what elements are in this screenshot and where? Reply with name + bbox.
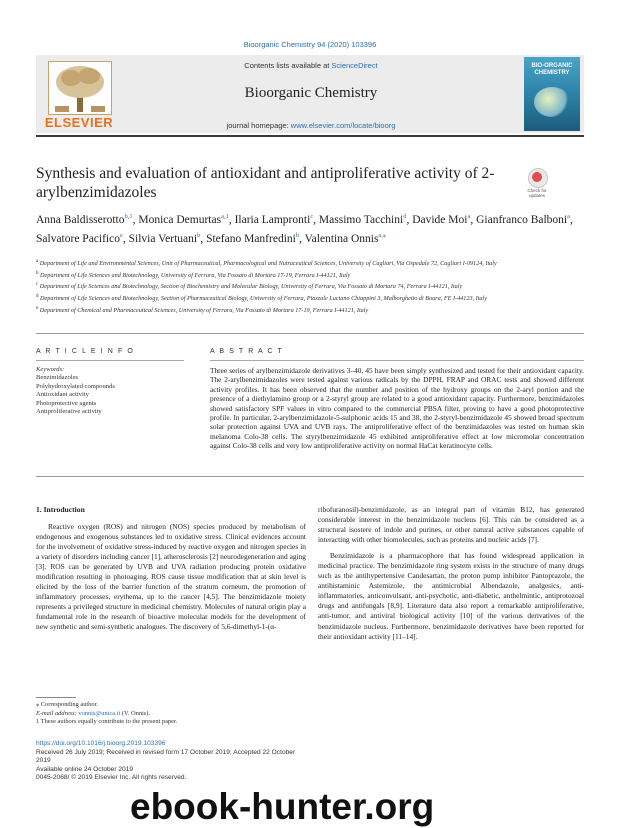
received-dates: Received 26 July 2019; Received in revised form 17 October 2019; Accepted 22 October 2019 xyxy=(36,748,296,765)
keyword-item: Antiproliferative activity xyxy=(36,408,102,416)
journal-title: Bioorganic Chemistry xyxy=(244,85,378,101)
author-affiliation-marker[interactable]: a,1 xyxy=(221,213,229,220)
article-footer xyxy=(36,740,306,783)
watermark: ebook-hunter.org xyxy=(130,786,435,827)
footnote-divider xyxy=(36,697,76,698)
keyword-item: Polyhydroxylated compounds xyxy=(36,382,115,390)
elsevier-tree-icon xyxy=(48,61,112,115)
check-updates-mark-icon xyxy=(532,172,542,182)
footnotes xyxy=(36,701,306,727)
author-affiliation-marker[interactable]: c xyxy=(310,213,314,220)
contents-prefix: Contents lists available at xyxy=(244,61,332,70)
keywords-list xyxy=(36,374,186,416)
journal-citation-link[interactable]: Bioorganic Chemistry 94 (2020) 103396 xyxy=(243,40,377,49)
section-divider xyxy=(36,476,584,477)
affiliation-text: Department of Life Sciences and Biotechnology, University of Ferrara, Via Fossato di Mortara 17-19, Ferrara I-44121, Italy xyxy=(38,271,351,279)
affiliation-marker: c xyxy=(36,282,39,288)
doi-link[interactable]: https://doi.org/10.1016/j.bioorg.2019.103396 xyxy=(36,740,166,747)
contents-line xyxy=(156,61,466,70)
author-name[interactable]: Anna Baldisserotto xyxy=(36,213,125,226)
abstract-text: Three series of arylbenzimidazole derivatives 3–40, 45 have been simply synthesized and tested for their antioxidant capacity. The 2-arylbenzimidazoles were tested against various radicals by the DPPH, FRAP and ORAC tests and showed different activity profiles. It has been observed that the number and position of the hydroxy groups on the 2-aryl portion and the presence of a diethylamino group or a 2-styryl group are related to a good antioxidant capacity. Furthermore, benzimidazoles showed satisfactory SPF values in vitro compared to the commercial PBSA filter, proving to have a good photoprotective profile. In particular, 2-arylbenzimidazole-5-sulphonic acids 15 and 38, the 2-styryl-benzimidazole 45 showed broad spectrum solar protection against UVA and UVB rays. The antiproliferative effect of the benzimidazoles was tested on human skin melanoma Colo-38 cells. The styrylbenzimidazole 45 exhibited antiproliferative effect at low micromolar concentration against Colo-38 cells and very low antiproliferative activity on normal HaCat keratinocyte cells. xyxy=(210,366,584,451)
body-column-left xyxy=(36,522,306,633)
author-name[interactable]: Salvatore Pacifico xyxy=(36,233,120,246)
copyright-line: 0045-2068/ © 2019 Elsevier Inc. All rights reserved. xyxy=(36,774,187,782)
affiliation-marker: d xyxy=(36,293,39,299)
author-name[interactable]: Valentina Onnis xyxy=(304,233,379,246)
author-name[interactable]: Ilaria Lampronti xyxy=(234,213,311,226)
author-name[interactable]: Silvia Vertuani xyxy=(128,233,198,246)
keyword-item: Benzimidazoles xyxy=(36,374,79,382)
header-divider xyxy=(36,135,584,137)
email-suffix: (V. Onnis). xyxy=(120,709,151,717)
affiliation-item xyxy=(36,270,584,280)
journal-homepage-link[interactable]: www.elsevier.com/locate/bioorg xyxy=(290,121,396,130)
journal-cover-image xyxy=(524,57,580,131)
body-paragraph: Reactive oxygen (ROS) and nitrogen (NOS) species produced by metabolism of endogenous and exogenous substances led to oxidative stress. Clinical evidences account for the involvement of oxidative stress-induced by reactive oxygen and nitrogen species in a variety of disorders including cancer [1], atherosclerosis [2] neurodegeneration and aging [3]. ROS can be generated by UVB and UVA radiation producing protein oxidative modification resulting in photoaging. ROS cause tissue modification that at skin level is elicited by the loss of the barrier function of the stratum corneum, the promotion of inflammatory processes, erythema, up to the cancer [4,5]. The benzimidazole moiety represents a privileged structure in medicinal chemistry. Molecules of natural origin play a fundamental role in the research of bioactive molecular models for the development of new synthetic and semi-synthetic analogues. The discovery of 5,6-dimethyl-1-(α- xyxy=(36,522,306,632)
equal-contribution-note: 1 These authors equally contribute to the present paper. xyxy=(36,718,178,726)
author-affiliation-marker[interactable]: e xyxy=(119,232,123,240)
sciencedirect-link[interactable]: ScienceDirect xyxy=(331,61,378,70)
author-affiliation-marker[interactable]: a xyxy=(567,213,570,220)
abstract-heading: A B S T R A C T xyxy=(210,348,284,355)
cover-title: BIO-ORGANIC CHEMISTRY xyxy=(531,63,573,76)
email-note xyxy=(36,710,306,719)
keywords-block xyxy=(36,366,186,416)
affiliation-marker: e xyxy=(36,305,39,311)
affiliation-text: Department of Life and Environmental Sciences, Unit of Pharmaceutical, Pharmacological and Nutraceutical Sciences, University of Cagliari, Via Ospedale 72, Cagliari I-09124, Italy xyxy=(38,260,497,268)
author-name[interactable]: Monica Demurtas xyxy=(138,213,222,226)
email-link[interactable]: vonnis@unica.it xyxy=(78,709,121,717)
check-updates-label: Check for updates xyxy=(527,188,547,198)
author-name[interactable]: Stefano Manfredini xyxy=(206,233,296,246)
section-divider xyxy=(36,333,584,334)
article-info-heading: A R T I C L E I N F O xyxy=(36,348,135,355)
affiliation-item xyxy=(36,305,584,315)
affiliation-text: Department of Chemical and Pharmaceutical Sciences, University of Ferrara, Via Fossato di Mortara 17-19, Ferrara I-44121, Italy xyxy=(38,306,369,314)
abstract-divider xyxy=(210,360,584,361)
author-affiliation-marker[interactable]: b,1 xyxy=(124,213,133,220)
article-info-divider xyxy=(36,360,184,361)
available-online-date: Available online 24 October 2019 xyxy=(36,765,134,773)
author-name[interactable]: Davide Moi xyxy=(412,213,468,226)
affiliation-item xyxy=(36,293,584,303)
affiliation-text: Department of Life Sciences and Biotechnology, Section of Biochemistry and Molecular Biology, University of Ferrara, Via Fossato di Mortara 74, Ferrara I-44121, Italy xyxy=(38,283,463,291)
author-name[interactable]: Gianfranco Balboni xyxy=(476,213,568,226)
homepage-prefix: journal homepage: xyxy=(226,121,291,130)
keyword-item: Photoprotective agents xyxy=(36,399,97,407)
keyword-item: Antioxidant activity xyxy=(36,391,89,399)
author-affiliation-marker[interactable]: d xyxy=(403,213,407,220)
keywords-label: Keywords: xyxy=(36,366,65,373)
paper-title: Synthesis and evaluation of antioxidant and antiproliferative activity of 2-arylbenzimidazoles xyxy=(36,165,495,201)
author-affiliation-marker[interactable]: b xyxy=(295,232,300,240)
introduction-heading: 1. Introduction xyxy=(36,505,85,514)
email-prefix: E-mail address: xyxy=(36,709,79,717)
elsevier-logo xyxy=(38,57,116,131)
author-list: Anna Baldisserotto$^{b,1}$, Monica Demurtas$^{a,1}$, Ilaria Lampronti$^c$, Massimo Tacchini$^d$, Davide Moi$^a$, Gianfranco Balboni$^a$, Salvatore Pacifico$^e$, Silvia Vertuani$^b$, Stefano Manfredini$^b$, Valentina Onnis$^{a,⁎}$ xyxy=(36,213,573,246)
corresponding-author-note: ⁎ Corresponding author. xyxy=(36,701,98,708)
body-paragraph: ribofuranosil)-benzimidazole, as an integral part of vitamin B12, has generated considerable interest in the benzimidazole nucleus [6]. This can be considered as a structural isostere of indole and purines, or other natural active substances capable of interacting with other biomolecules, such as proteins and nucleic acids [7]. xyxy=(318,505,584,545)
affiliation-item xyxy=(36,281,584,291)
affiliation-marker: a xyxy=(36,259,39,264)
author-name[interactable]: Massimo Tacchini xyxy=(318,213,404,226)
author-affiliation-marker[interactable]: a,⁎ xyxy=(378,232,387,240)
affiliation-marker: b xyxy=(36,270,39,276)
cover-graphic xyxy=(534,87,570,117)
body-column-right xyxy=(318,505,584,642)
affiliation-item xyxy=(36,258,584,268)
body-paragraph: Benzimidazole is a pharmacophore that has found widespread application in medicinal practice. The benzimidazole ring system exists in the structure of many drugs such as the antihypertensive Candesartan, the proton pump inhibitor Pantoprazole, the antihistaminic Astemizole, the antimicrobial Albendazole, analgesics, anti-inflammatories, anticonvulsant, anti-psychotic, anti-diabetic, anthelmintic, antiprotozoal drugs and antifungals [8,9]. Literature data also report a remarkable antiproliferative, anti-tumor, and antiviral biological activity [10] of the various derivatives of the benzimidazole nucleus. Furthermore, benzimidazole derivatives have been reported for their antioxidant activity [11–14]. xyxy=(318,551,584,641)
publisher-wordmark: ELSEVIER xyxy=(44,115,114,130)
homepage-line xyxy=(156,121,466,130)
author-affiliation-marker[interactable]: a xyxy=(467,213,471,220)
journal-header xyxy=(36,55,584,137)
affiliation-list xyxy=(36,258,584,316)
check-for-updates-button[interactable] xyxy=(522,168,552,204)
affiliation-text: Department of Life Sciences and Biotechnology, Section of Pharmaceutical Biology, University of Ferrara, Piazzale Luciano Chiappini 3, Malborghetto di Boara, FE I-44123, Italy xyxy=(38,295,487,303)
author-affiliation-marker[interactable]: b xyxy=(197,232,201,240)
